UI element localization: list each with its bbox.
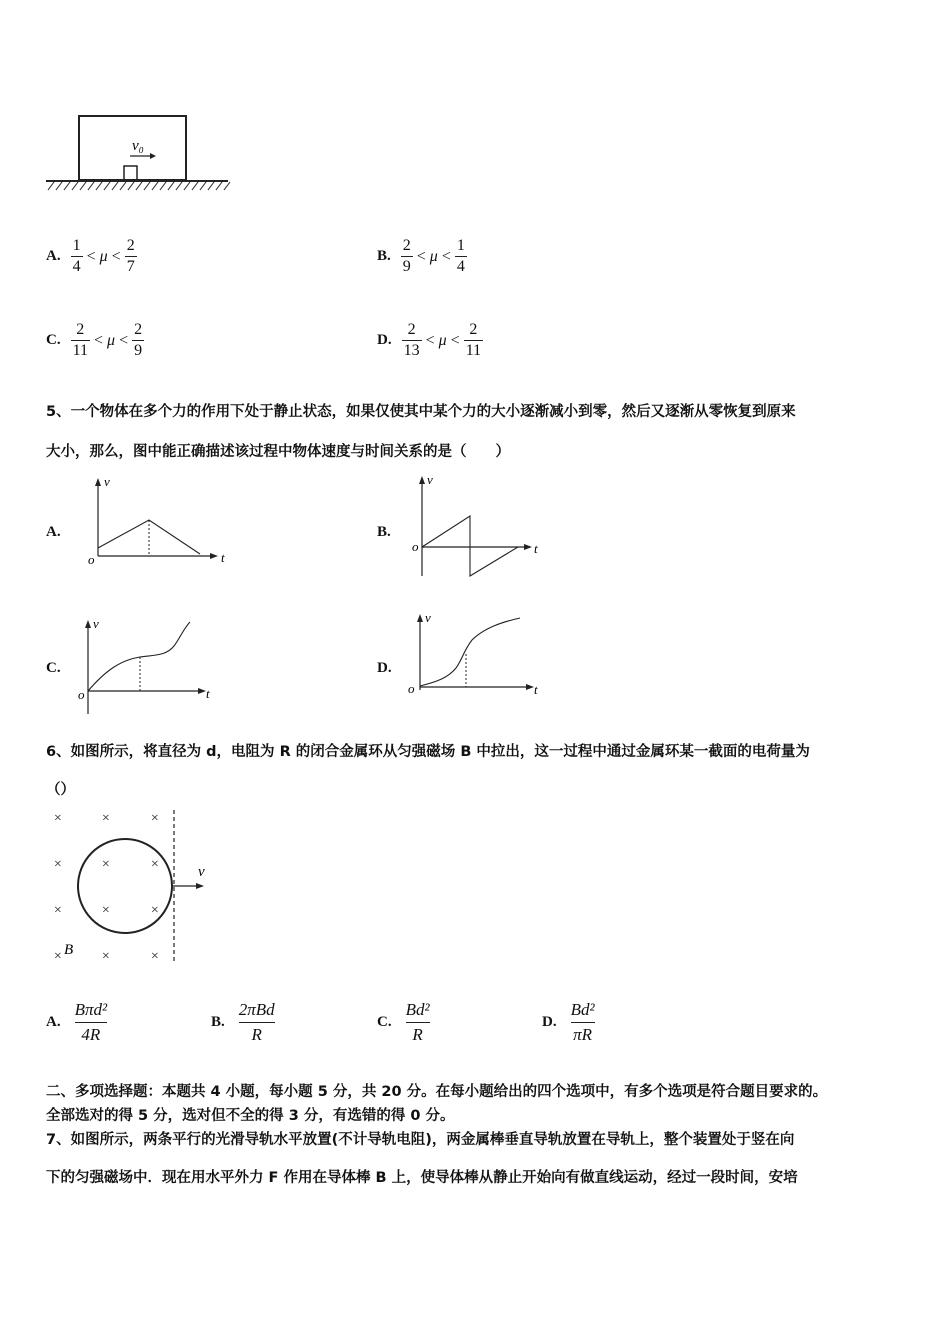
q7-stem-line1: 7、如图所示，两条平行的光滑导轨水平放置(不计导轨电阻)，两金属棒垂直导轨放置在导轨上，整个装置处于竖在向 bbox=[46, 1132, 795, 1148]
svg-text:v: v bbox=[425, 610, 431, 625]
section2-heading-line1: 二、多项选择题：本题共 4 小题，每小题 5 分，共 20 分。在每小题给出的四个选项中，有多个选项是符合题目要求的。 bbox=[46, 1084, 828, 1100]
svg-text:×: × bbox=[150, 903, 160, 918]
q5-option-a-label[interactable]: A. bbox=[46, 524, 61, 540]
svg-text:t: t bbox=[206, 686, 210, 701]
svg-text:×: × bbox=[101, 903, 111, 918]
q5-option-d-label[interactable]: D. bbox=[377, 660, 392, 676]
ring-velocity-label: v bbox=[198, 864, 205, 880]
svg-text:o: o bbox=[78, 687, 85, 702]
ring-in-field-figure bbox=[46, 806, 226, 966]
q6-stem-line1: 6、如图所示，将直径为 d，电阻为 R 的闭合金属环从匀强磁场 B 中拉出，这一过程中通过金属环某一截面的电荷量为 bbox=[46, 744, 810, 760]
svg-text:v: v bbox=[93, 616, 99, 631]
q5-option-c-label[interactable]: C. bbox=[46, 660, 61, 676]
q6-option-d[interactable]: D. Bd² πR bbox=[542, 998, 595, 1047]
q5-graph-b[interactable] bbox=[410, 472, 550, 582]
q6-option-c[interactable]: C. Bd² R bbox=[377, 998, 430, 1047]
small-block bbox=[124, 166, 137, 180]
svg-text:×: × bbox=[53, 857, 63, 872]
svg-text:o: o bbox=[88, 552, 95, 567]
q5-stem-line1: 5、一个物体在多个力的作用下处于静止状态，如果仅使其中某个力的大小逐渐减小到零，然后又逐渐从零恢复到原来 bbox=[46, 404, 796, 420]
q4-option-a[interactable]: A. $\frac{1}{4}$ < μ < $\frac{2}{7}$ bbox=[46, 237, 135, 275]
q5-graph-d[interactable] bbox=[406, 610, 556, 710]
svg-text:t: t bbox=[534, 541, 538, 556]
q7-stem-line2: 下的匀强磁场中．现在用水平外力 F 作用在导体棒 B 上，使导体棒从静止开始向有做直线运动，经过一段时间，安培 bbox=[46, 1170, 798, 1186]
q4-option-c[interactable]: C. $\frac{2}{11}$ < μ < $\frac{2}{9}$ bbox=[46, 321, 143, 359]
metal-ring bbox=[78, 839, 172, 933]
q6-stem-line2: （） bbox=[46, 782, 75, 798]
svg-text:×: × bbox=[53, 949, 63, 964]
svg-text:v: v bbox=[427, 472, 433, 487]
svg-text:×: × bbox=[101, 857, 111, 872]
box-on-ground-figure bbox=[40, 110, 240, 200]
q6-option-b[interactable]: B. 2πBd R bbox=[211, 998, 275, 1047]
q5-graph-c[interactable] bbox=[76, 614, 226, 720]
svg-text:o: o bbox=[408, 681, 415, 696]
svg-text:×: × bbox=[101, 949, 111, 964]
svg-text:×: × bbox=[150, 857, 160, 872]
svg-text:×: × bbox=[53, 903, 63, 918]
svg-text:t: t bbox=[221, 550, 225, 565]
svg-text:×: × bbox=[53, 811, 63, 826]
q5-stem-line2: 大小，那么，图中能正确描述该过程中物体速度与时间关系的是（ ） bbox=[46, 444, 510, 460]
q5-option-b-label[interactable]: B. bbox=[377, 524, 391, 540]
section2-heading-line2: 全部选对的得 5 分，选对但不全的得 3 分，有选错的得 0 分。 bbox=[46, 1108, 455, 1124]
svg-text:×: × bbox=[150, 811, 160, 826]
svg-text:×: × bbox=[150, 949, 160, 964]
svg-text:t: t bbox=[534, 682, 538, 697]
svg-text:v: v bbox=[104, 474, 110, 489]
q6-option-a[interactable]: A. Bπd² 4R bbox=[46, 998, 107, 1047]
field-label: B bbox=[64, 942, 74, 958]
svg-text:×: × bbox=[101, 811, 111, 826]
q4-option-b[interactable]: B. $\frac{2}{9}$ < μ < $\frac{1}{4}$ bbox=[377, 237, 465, 275]
q4-option-d[interactable]: D. $\frac{2}{13}$ < μ < $\frac{2}{11}$ bbox=[377, 321, 482, 359]
svg-text:o: o bbox=[412, 539, 419, 554]
q5-graph-a[interactable] bbox=[84, 474, 234, 574]
velocity-label: v₀ bbox=[132, 138, 144, 154]
